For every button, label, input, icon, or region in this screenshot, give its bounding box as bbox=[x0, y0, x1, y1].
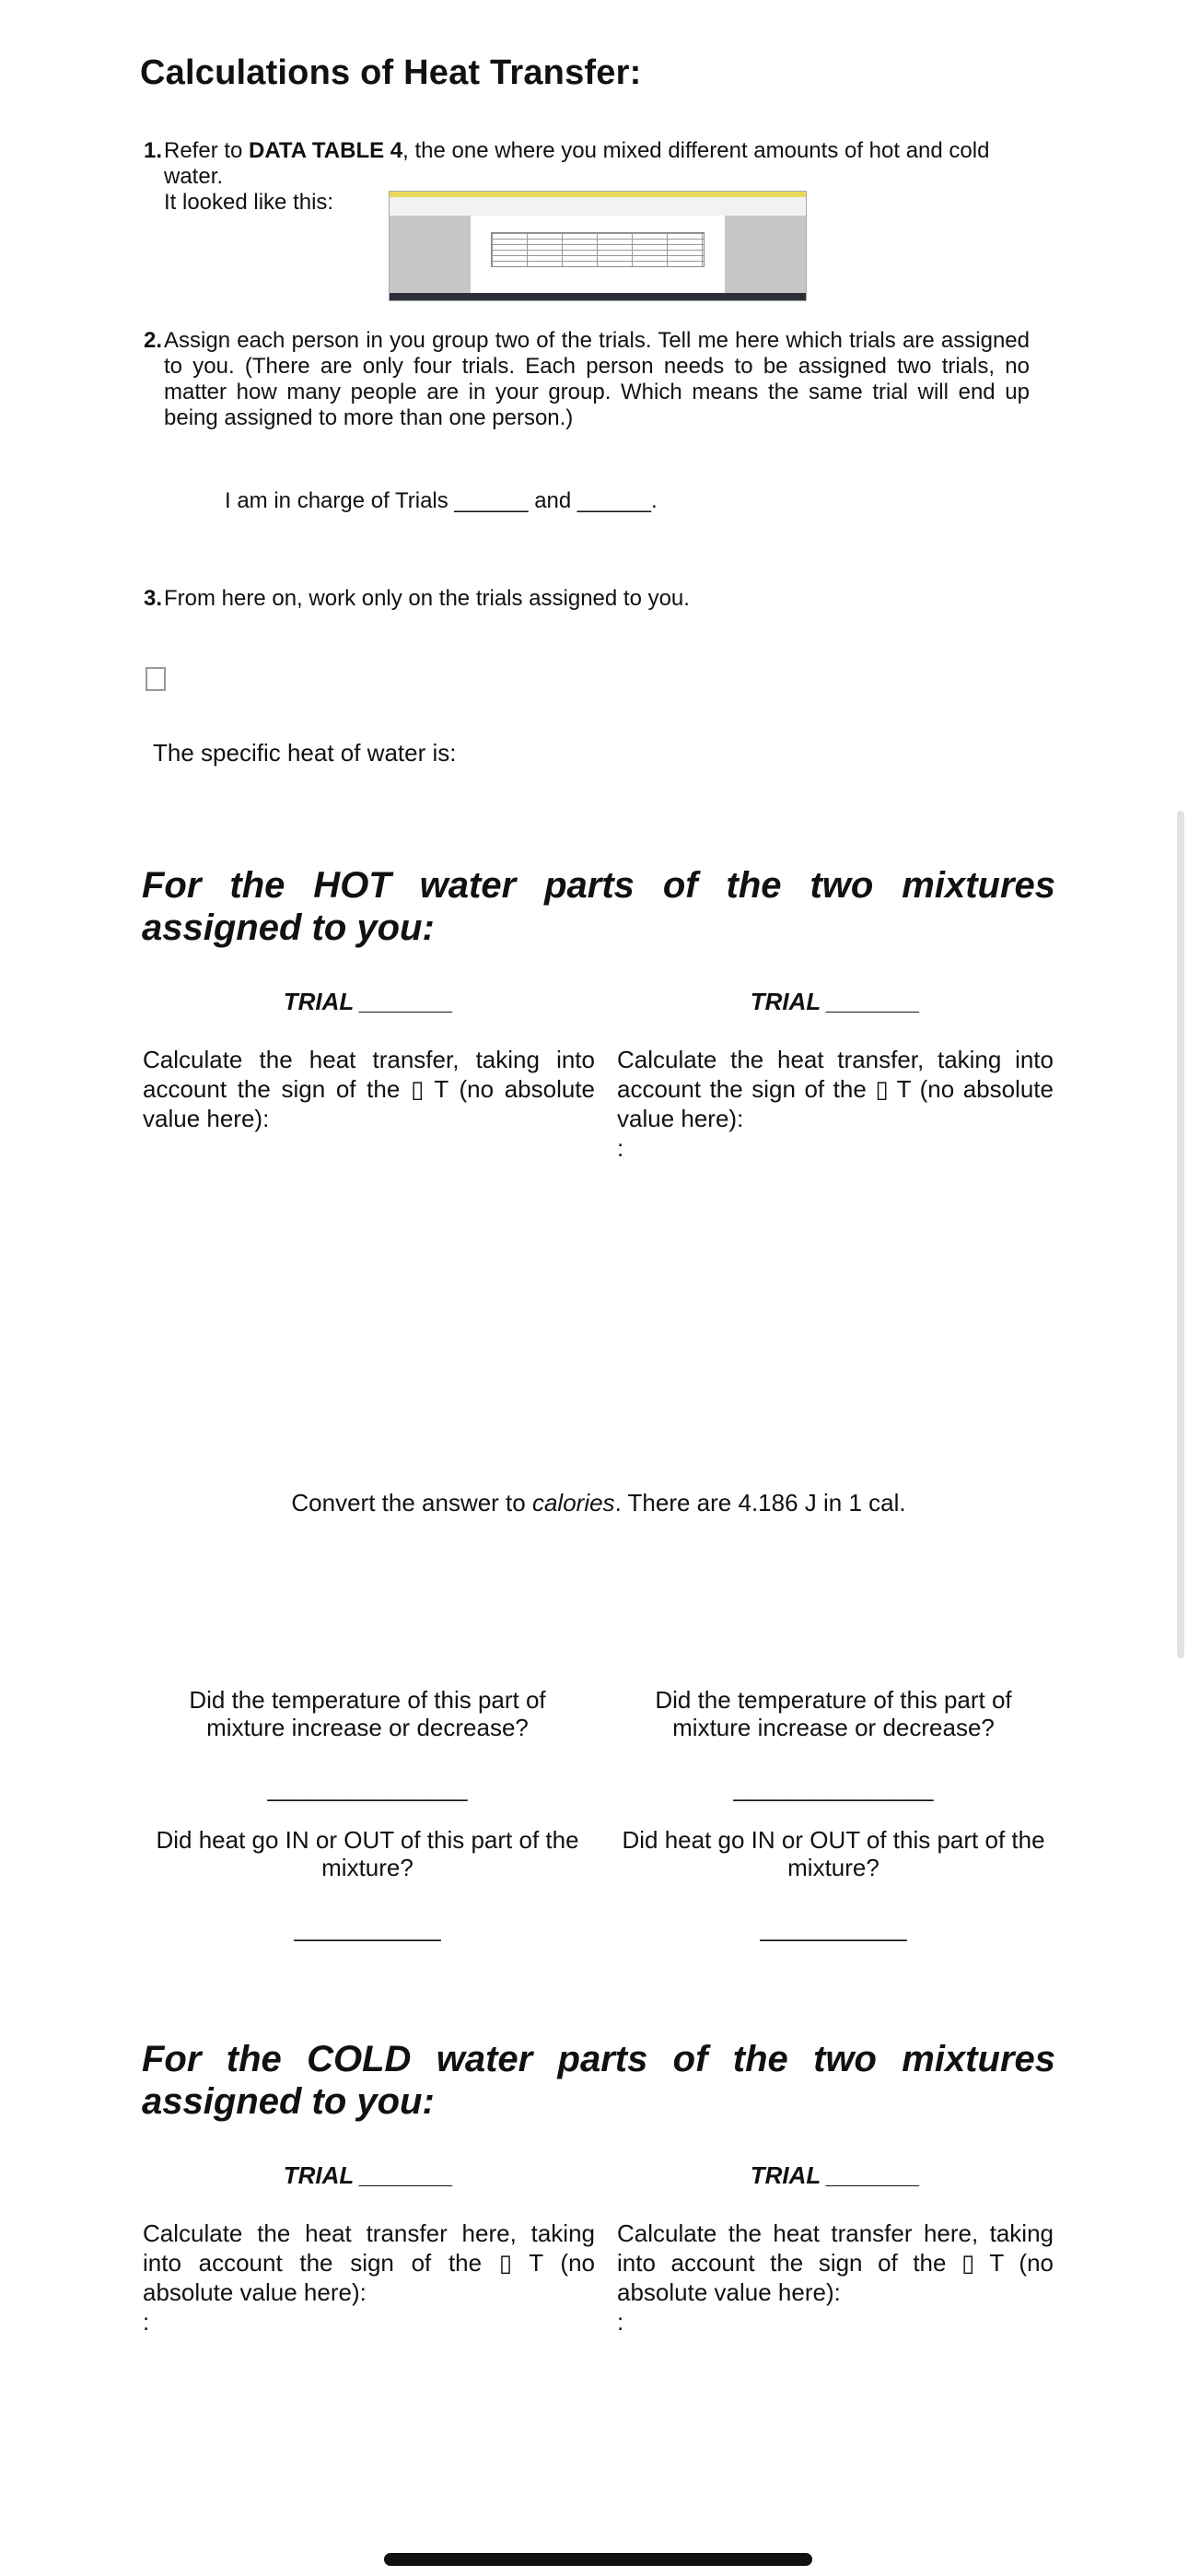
calc-instruction-text: Calculate the heat transfer here, taking into account the sign of the ▯ T (no absolute value here): bbox=[143, 2219, 595, 2306]
calc-colon: : bbox=[617, 1134, 624, 1162]
calc-colon: : bbox=[617, 2308, 624, 2336]
checkbox[interactable] bbox=[146, 667, 166, 691]
calc-colon: : bbox=[143, 2308, 150, 2336]
heat-direction-blank-right[interactable]: ___________ bbox=[760, 1914, 907, 1942]
temperature-question-right: Did the temperature of this part of mixture increase or decrease? bbox=[655, 1686, 1012, 1741]
instruction-text: It looked like this: bbox=[164, 190, 334, 215]
instruction-number: 3. bbox=[144, 586, 163, 611]
instruction-number: 2. bbox=[144, 328, 163, 353]
trials-assignment-line: I am in charge of Trials ______ and ______. bbox=[225, 488, 658, 513]
specific-heat-label: The specific heat of water is: bbox=[153, 739, 457, 767]
instruction-text: Assign each person in you group two of the trials. Tell me here which trials are assigned to you. (There are only four trials. Each person needs to be assigned two trials, no matter how many people are in your group. Which means the same trial will end up being assigned to more than one person.) bbox=[164, 328, 1030, 430]
cold-trial-label-right: TRIAL _______ bbox=[750, 2161, 921, 2189]
scrollbar[interactable] bbox=[1177, 811, 1184, 1658]
cold-section-heading: For the COLD water parts of the two mixtures assigned to you: bbox=[142, 2039, 1055, 2122]
cold-calc-instruction-right bbox=[617, 2219, 1054, 2336]
calc-instruction-text: Calculate the heat transfer here, taking into account the sign of the ▯ T (no absolute value here): bbox=[617, 2219, 1054, 2306]
temperature-answer-blank-left[interactable]: _______________ bbox=[267, 1774, 468, 1802]
heat-direction-blank-left[interactable]: ___________ bbox=[294, 1914, 441, 1942]
home-indicator[interactable] bbox=[384, 2553, 812, 2566]
convert-text: . There are 4.186 J in 1 cal. bbox=[614, 1489, 906, 1516]
instruction-2 bbox=[144, 328, 1030, 431]
hot-section-heading: For the HOT water parts of the two mixtures assigned to you: bbox=[142, 865, 1055, 948]
instruction-number: 1. bbox=[144, 138, 163, 163]
convert-calories-instruction bbox=[142, 1489, 1055, 1517]
hot-calc-instruction-left: Calculate the heat transfer, taking into account the sign of the ▯ T (no absolute value here): bbox=[143, 1046, 595, 1132]
instruction-text: , the one where you mixed different amounts of hot and cold water. bbox=[164, 138, 990, 189]
hot-calc-instruction-right bbox=[617, 1045, 1054, 1163]
hot-trial-label-right: TRIAL _______ bbox=[750, 988, 921, 1015]
calc-instruction-text: Calculate the heat transfer, taking into account the sign of the ▯ T (no absolute value here): bbox=[617, 1046, 1054, 1132]
temperature-answer-blank-right[interactable]: _______________ bbox=[733, 1774, 934, 1802]
calories-term: calories bbox=[531, 1489, 615, 1516]
heat-direction-question-right: Did heat go IN or OUT of this part of the mixture? bbox=[622, 1826, 1045, 1881]
cold-trial-label-left: TRIAL _______ bbox=[283, 2161, 454, 2189]
heat-direction-question-left: Did heat go IN or OUT of this part of the mixture? bbox=[156, 1826, 579, 1881]
temperature-question-left: Did the temperature of this part of mixture increase or decrease? bbox=[189, 1686, 546, 1741]
hot-trial-label-left: TRIAL _______ bbox=[283, 988, 454, 1015]
data-table-reference: DATA TABLE 4 bbox=[249, 138, 403, 163]
data-table-screenshot-image bbox=[389, 191, 807, 301]
instruction-text: Refer to bbox=[164, 138, 250, 163]
instruction-text: From here on, work only on the trials assigned to you. bbox=[164, 586, 690, 611]
page-title: Calculations of Heat Transfer: bbox=[140, 53, 642, 92]
instruction-3 bbox=[144, 586, 1030, 612]
convert-text: Convert the answer to bbox=[291, 1489, 532, 1516]
cold-calc-instruction-left bbox=[143, 2219, 595, 2336]
